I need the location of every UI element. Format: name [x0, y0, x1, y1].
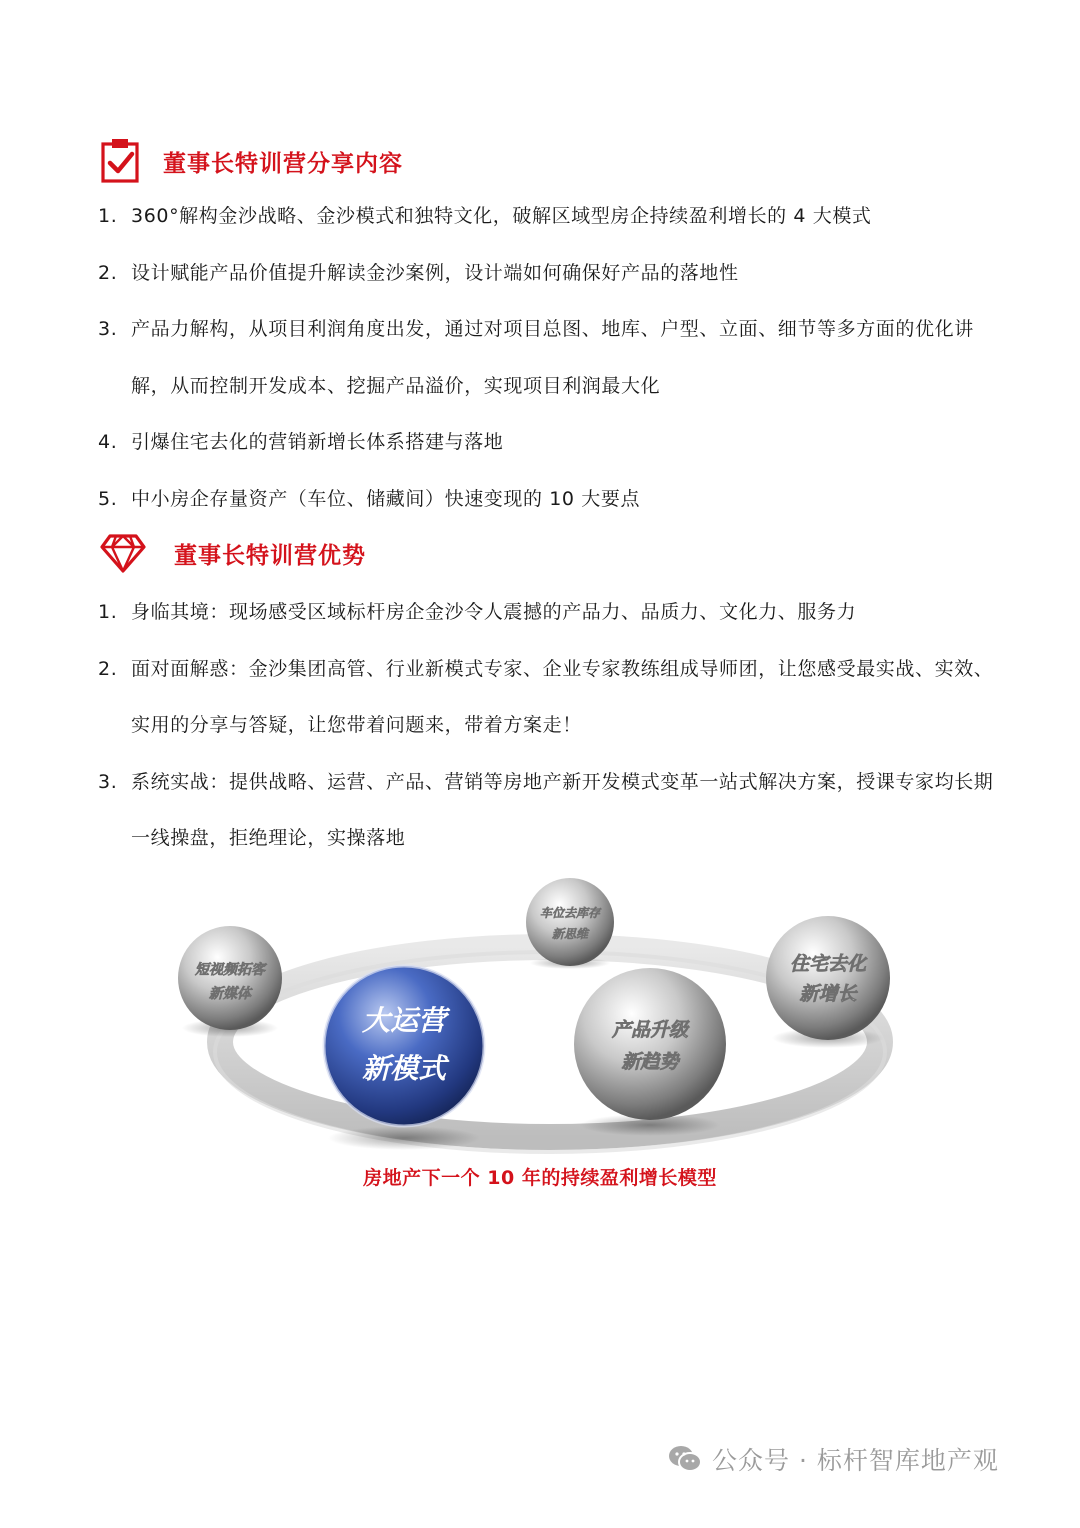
list-text: 系统实战：提供战略、运营、产品、营销等房地产新开发模式变革一站式解决方案，授课专家均长期一线操盘，拒绝理论，实操落地: [131, 770, 994, 849]
sphere-label: 新思维: [551, 927, 589, 941]
sphere-product: [574, 968, 726, 1136]
wechat-icon: [668, 1444, 702, 1474]
list-number: 4.: [98, 431, 118, 453]
list-item: [98, 245, 998, 302]
sphere-label: 短视频拓客: [195, 962, 265, 978]
advantages-list: [98, 584, 998, 867]
sphere-label: 产品升级: [611, 1019, 689, 1041]
list-number: 3.: [98, 318, 118, 340]
list-number: 5.: [98, 487, 118, 510]
sphere-label: 新媒体: [209, 986, 251, 1002]
sphere-label: 大运营: [361, 1004, 447, 1037]
sphere-label: 新增长: [799, 983, 857, 1005]
list-number: 3.: [98, 770, 118, 793]
list-text: 引爆住宅去化的营销新增长体系搭建与落地: [131, 431, 504, 453]
clipboard-check-icon: [100, 138, 140, 184]
list-item: [98, 414, 998, 471]
sphere-label: 车位去库存: [539, 906, 601, 920]
content-list: [98, 188, 998, 527]
section-title: 董事长特训营优势: [174, 542, 366, 569]
sphere-short-video: [178, 926, 282, 1037]
list-item: [98, 301, 998, 414]
section-title: 董事长特训营分享内容: [163, 150, 403, 177]
footer-watermark: [668, 1441, 999, 1477]
sphere-label: 新趋势: [621, 1051, 679, 1073]
list-number: 1.: [98, 205, 118, 227]
sphere-label: 新模式: [361, 1052, 447, 1085]
list-item: [98, 754, 998, 867]
list-text: 360°解构金沙战略、金沙模式和独特文化，破解区域型房企持续盈利增长的 4 大模式: [131, 205, 872, 227]
list-item: [98, 188, 998, 245]
list-text: 中小房企存量资产（车位、储藏间）快速变现的 10 大要点: [131, 487, 641, 510]
list-text: 设计赋能产品价值提升解读金沙案例，设计端如何确保好产品的落地性: [131, 261, 739, 284]
list-number: 2.: [98, 261, 118, 284]
diagram-caption: 房地产下一个 10 年的持续盈利增长模型: [363, 1167, 717, 1189]
list-item: [98, 641, 998, 754]
diamond-icon: [100, 533, 146, 573]
list-item: [98, 471, 998, 528]
growth-model-diagram: [170, 870, 910, 1160]
list-text: 身临其境：现场感受区域标杆房企金沙令人震撼的产品力、品质力、文化力、服务力: [131, 601, 857, 623]
footer-text: 公众号 · 标杆智库地产观: [712, 1446, 999, 1475]
section-header-content: [100, 138, 403, 184]
list-text: 产品力解构，从项目利润角度出发，通过对项目总图、地库、户型、立面、细节等多方面的优化讲解，从而控制开发成本、挖掘产品溢价，实现项目利润最大化: [131, 318, 974, 397]
section-header-advantages: [100, 533, 366, 573]
list-number: 2.: [98, 657, 118, 680]
list-number: 1.: [98, 601, 118, 623]
list-text: 面对面解惑：金沙集团高管、行业新模式专家、企业专家教练组成导师团，让您感受最实战、实效、实用的分享与答疑，让您带着问题来，带着方案走！: [131, 657, 994, 736]
sphere-label: 住宅去化: [789, 953, 867, 975]
list-item: [98, 584, 998, 641]
